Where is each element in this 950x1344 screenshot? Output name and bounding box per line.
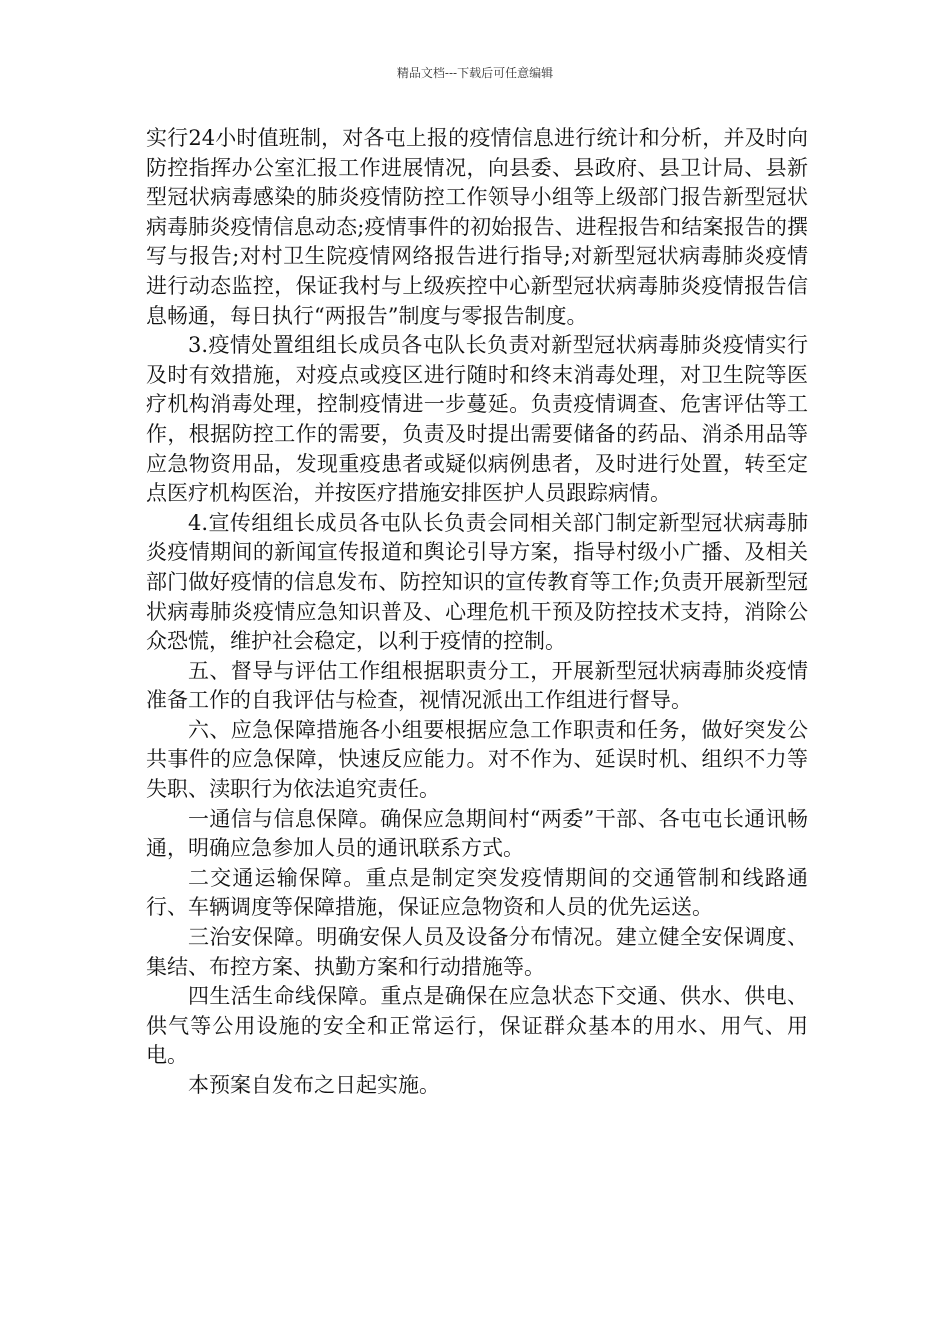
paragraph-epidemic-handling: 3.疫情处置组组长成员各屯队长负责对新型冠状病毒肺炎疫情实行及时有效措施，对疫点或疫区进行随时和终末消毒处理，对卫生院等医疗机构消毒处理，控制疫情进一步蔓延。负责疫情调查、危害评估等工作，根据防控工作的需要，负责及时提出需要储备的药品、消杀用品等应急物资用品，发现重疫患者或疑似病例患者，及时进行处置，转至定点医疗机构医治，并按医疗措施安排医护人员跟踪病情。 <box>146 333 808 506</box>
page-header: 精品文档---下载后可任意编辑 <box>396 66 554 80</box>
paragraph-transport: 二交通运输保障。重点是制定突发疫情期间的交通管制和线路通行、车辆调度等保障措施，保证应急物资和人员的优先运送。 <box>146 865 808 920</box>
paragraph-communication: 一通信与信息保障。确保应急期间村“两委”干部、各屯屯长通讯畅通，明确应急参加人员的通讯联系方式。 <box>146 806 808 861</box>
paragraph-publicity-group: 4.宣传组组长成员各屯队长负责会同相关部门制定新型冠状病毒肺炎疫情期间的新闻宣传报道和舆论引导方案，指导村级小广播、及相关部门做好疫情的信息发布、防控知识的宣传教育等工作;负责开展新型冠状病毒肺炎疫情应急知识普及、心理危机干预及防控技术支持，消除公众恐慌，维护社会稳定，以利于疫情的控制。 <box>146 510 808 654</box>
paragraph-lifeline: 四生活生命线保障。重点是确保在应急状态下交通、供水、供电、供气等公用设施的安全和正常运行，保证群众基本的用水、用气、用电。 <box>146 984 808 1068</box>
paragraph-continuation: 实行24小时值班制，对各屯上报的疫情信息进行统计和分析，并及时向防控指挥办公室汇报工作进展情况，向县委、县政府、县卫计局、县新型冠状病毒感染的肺炎疫情防控工作领导小组等上级部门报告新型冠状病毒肺炎疫情信息动态;疫情事件的初始报告、进程报告和结案报告的撰写与报告;对村卫生院疫情网络报告进行指导;对新型冠状病毒肺炎疫情进行动态监控，保证我村与上级疾控中心新型冠状病毒肺炎疫情报告信息畅通，每日执行“两报告”制度与零报告制度。 <box>146 126 808 328</box>
paragraph-security: 三治安保障。明确安保人员及设备分布情况。建立健全安保调度、集结、布控方案、执勤方案和行动措施等。 <box>146 925 808 979</box>
paragraph-supervision: 五、督导与评估工作组根据职责分工，开展新型冠状病毒肺炎疫情准备工作的自我评估与检查，视情况派出工作组进行督导。 <box>146 658 808 713</box>
paragraph-emergency-measures: 六、应急保障措施各小组要根据应急工作职责和任务，做好突发公共事件的应急保障，快速反应能力。对不作为、延误时机、组织不力等失职、渎职行为依法追究责任。 <box>146 717 808 802</box>
paragraph-effective-date: 本预案自发布之日起实施。 <box>188 1073 440 1097</box>
document-body <box>146 124 808 1101</box>
